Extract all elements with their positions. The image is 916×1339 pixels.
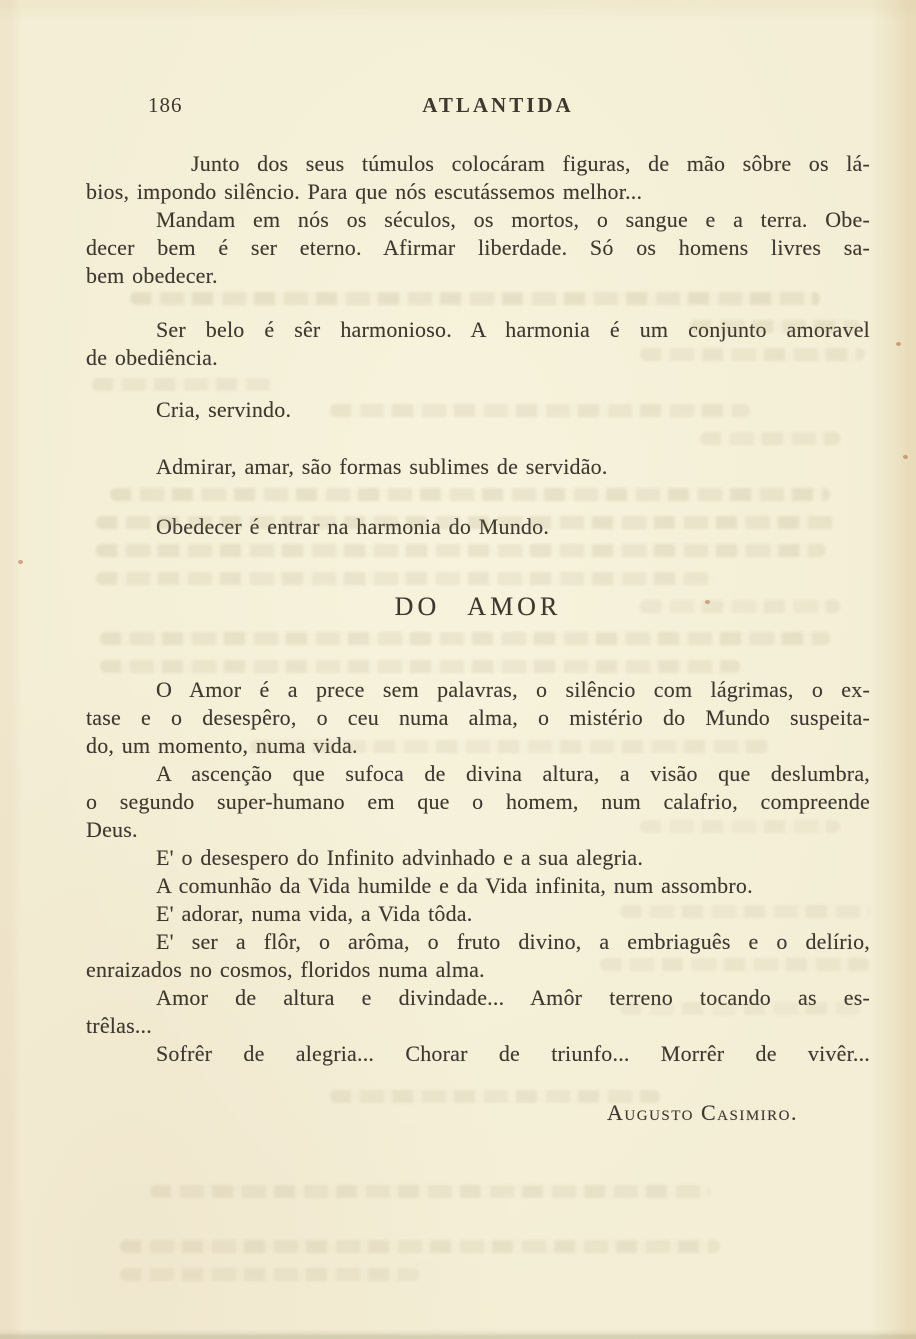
bleedthrough-line <box>640 600 840 613</box>
text-line: A comunhão da Vida humilde e da Vida infinita, num assombro. <box>156 873 753 898</box>
bleedthrough-line <box>120 1240 720 1253</box>
text-line: Deus. <box>86 817 138 842</box>
bleedthrough-line <box>100 632 830 645</box>
bleedthrough-line <box>92 378 272 391</box>
text-line: Cria, servindo. <box>156 397 292 422</box>
foxing-speck <box>18 560 23 564</box>
bleedthrough-line <box>100 660 740 673</box>
bleedthrough-line <box>150 1185 710 1198</box>
foxing-speck <box>705 600 710 604</box>
bleedthrough-line <box>330 1090 660 1103</box>
bleedthrough-line <box>96 572 716 585</box>
bleedthrough-line <box>96 516 836 529</box>
paragraph <box>86 844 870 872</box>
paragraph <box>86 453 870 481</box>
text-line: Amor de altura e divindade... Amôr terreno tocando as es- <box>156 985 870 1010</box>
bleedthrough-line <box>130 292 820 305</box>
text-line: Admirar, amar, são formas sublimes de servidão. <box>156 454 608 479</box>
text-line: bios, impondo silêncio. Para que nós escutássemos melhor... <box>86 179 643 204</box>
text-line: enraizados no cosmos, floridos numa alma. <box>86 957 485 982</box>
author-signature: Augusto Casimiro. <box>607 1100 798 1125</box>
paragraph <box>86 150 870 206</box>
text-line: Sofrêr de alegria... Chorar de triunfo... Morrêr de vivêr... <box>156 1041 870 1066</box>
text-line: decer bem é ser eterno. Afirmar liberdade. Só os homens livres sa- <box>86 235 870 260</box>
text-line: do, um momento, numa vida. <box>86 733 358 758</box>
bleedthrough-line <box>620 905 870 918</box>
bleedthrough-line <box>250 740 770 753</box>
bleedthrough-line <box>330 404 750 417</box>
foxing-speck <box>903 455 908 459</box>
bleedthrough-line <box>620 1002 860 1015</box>
text-line: O Amor é a prece sem palavras, o silêncio com lágrimas, o ex- <box>156 677 870 702</box>
bleedthrough-line <box>96 544 826 557</box>
foxing-speck <box>896 342 901 346</box>
bleedthrough-line <box>640 348 865 361</box>
page-number: 186 <box>148 93 183 117</box>
text-line: E' ser a flôr, o arôma, o fruto divino, a embriaguês e o delírio, <box>156 929 870 954</box>
text-line: Mandam em nós os séculos, os mortos, o sangue e a terra. Obe- <box>156 207 870 232</box>
paragraph <box>86 206 870 290</box>
paragraph <box>86 872 870 900</box>
bleedthrough-line <box>120 1268 420 1281</box>
bleedthrough-line <box>690 320 860 333</box>
text-line: o segundo super-humano em que o homem, num calafrio, compreende <box>86 789 870 814</box>
text-line: Ser belo é sêr harmonioso. A harmonia é um conjunto amoravel <box>156 317 870 342</box>
text-line: Junto dos seus túmulos colocáram figuras, de mão sôbre os lá- <box>191 151 870 176</box>
bleedthrough-line <box>600 958 870 971</box>
bleedthrough-line <box>110 488 830 501</box>
paragraph <box>86 1040 870 1068</box>
text-line: de obediência. <box>86 345 218 370</box>
text-line: Obedecer é entrar na harmonia do Mundo. <box>156 514 550 539</box>
text-line: tase e o desespêro, o ceu numa alma, o mistério do Mundo suspeita- <box>86 705 870 730</box>
text-line: A ascenção que sufoca de divina altura, a visão que deslumbra, <box>156 761 870 786</box>
journal-title: ATLANTIDA <box>422 93 574 117</box>
text-line: E' o desespero do Infinito advinhado e a sua alegria. <box>156 845 644 870</box>
text-line: trêlas... <box>86 1013 152 1038</box>
bleedthrough-line <box>640 820 840 833</box>
text-line: bem obedecer. <box>86 263 218 288</box>
section-heading: DO AMOR <box>394 592 562 621</box>
paragraph <box>86 928 870 984</box>
text-line: E' adorar, numa vida, a Vida tôda. <box>156 901 473 926</box>
bleedthrough-line <box>700 432 840 445</box>
